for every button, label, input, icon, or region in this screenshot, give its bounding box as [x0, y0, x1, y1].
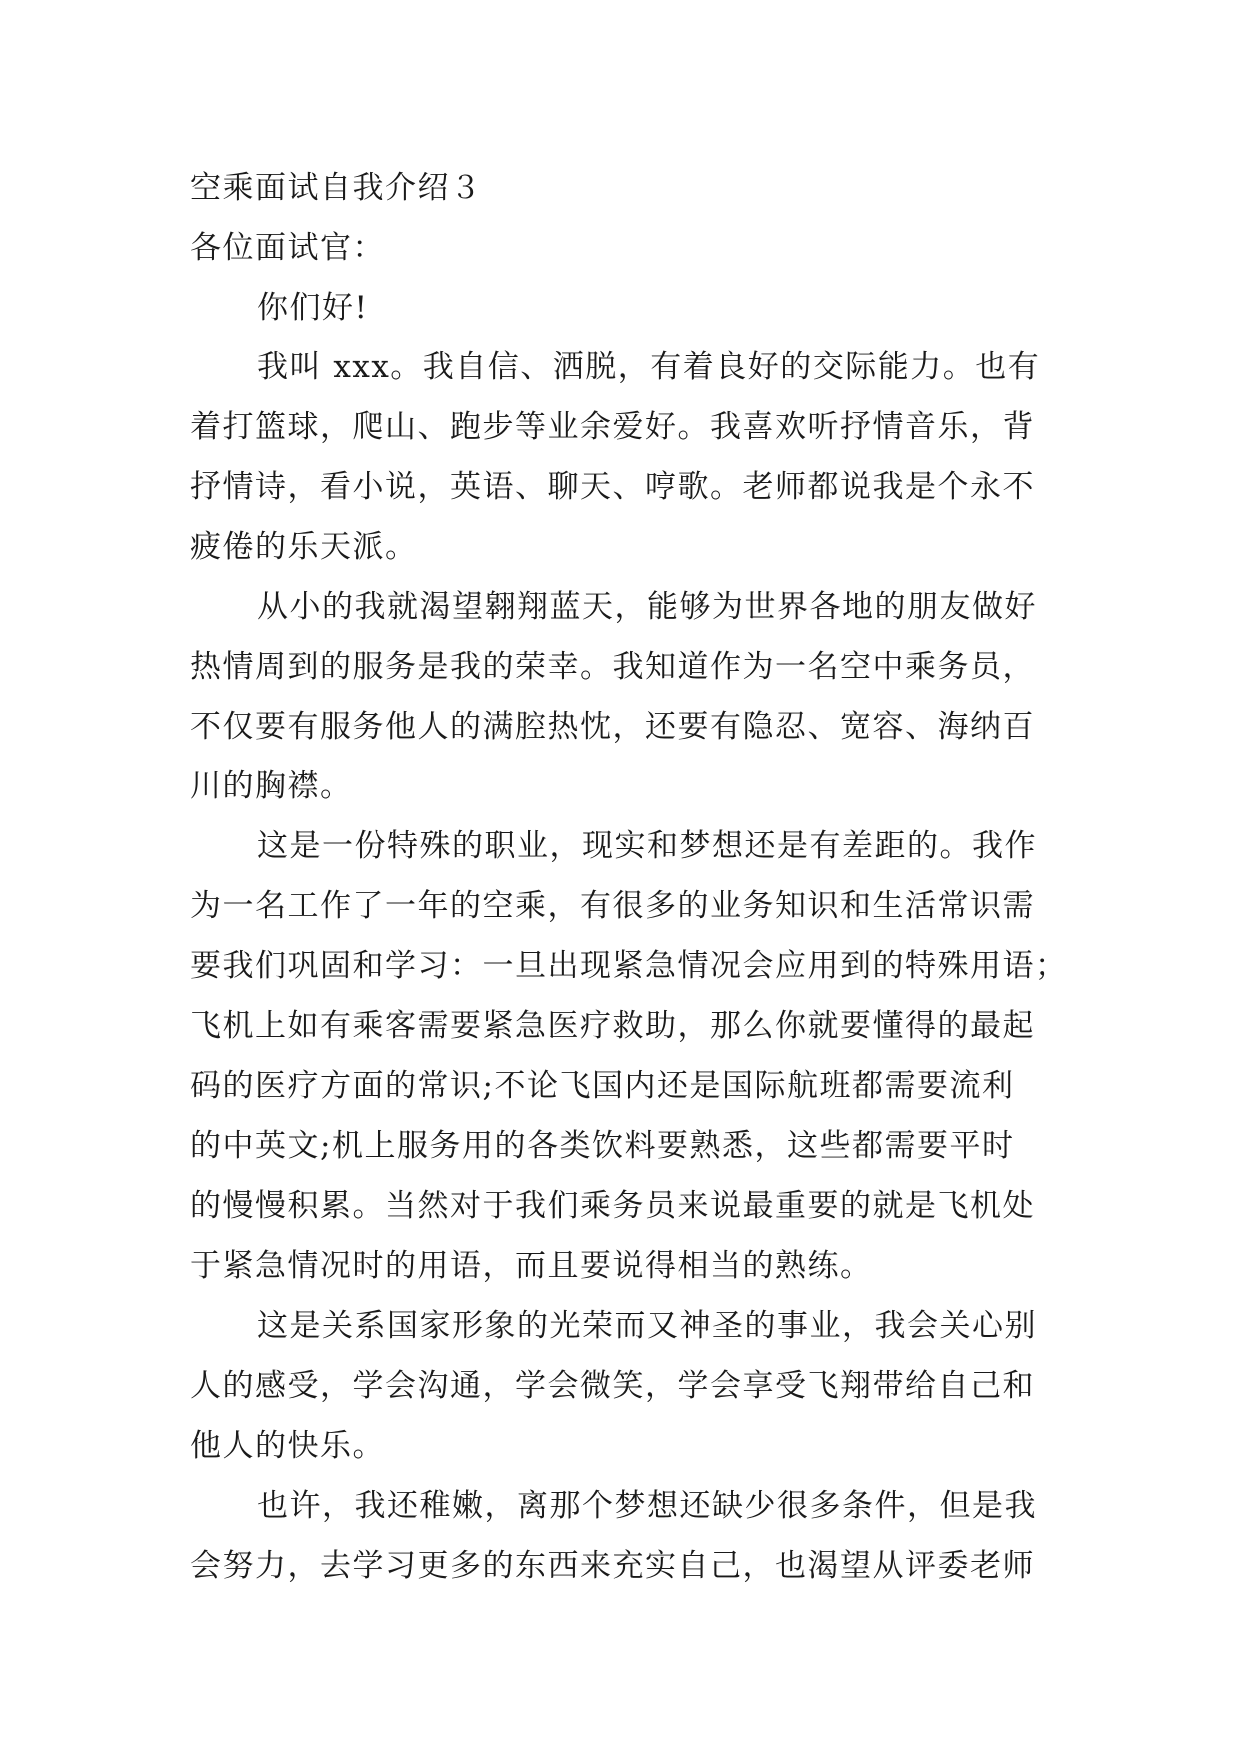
salutation: 各位面试官： [190, 230, 385, 266]
paragraph-line: 也许，我还稚嫩，离那个梦想还缺少很多条件，但是我 [257, 1488, 1037, 1524]
paragraph-line: 抒情诗，看小说，英语、聊天、哼歌。老师都说我是个永不 [190, 469, 1035, 505]
paragraph-line: 这是一份特殊的职业，现实和梦想还是有差距的。我作 [257, 828, 1037, 864]
document-title: 空乘面试自我介绍３ [190, 170, 483, 206]
paragraph-line: 于紧急情况时的用语，而且要说得相当的熟练。 [190, 1248, 873, 1284]
paragraph-line: 不仅要有服务他人的满腔热忱，还要有隐忍、宽容、海纳百 [190, 709, 1035, 745]
paragraph-line: 疲倦的乐天派。 [190, 529, 418, 565]
paragraph-line: 他人的快乐。 [190, 1428, 385, 1464]
paragraph-line: 为一名工作了一年的空乘，有很多的业务知识和生活常识需 [190, 888, 1035, 924]
paragraph-line: 川的胸襟。 [190, 768, 353, 804]
paragraph-line: 我叫 xxx。我自信、洒脱，有着良好的交际能力。也有 [257, 349, 1041, 385]
paragraph-line: 从小的我就渴望翱翔蓝天，能够为世界各地的朋友做好 [257, 589, 1037, 625]
paragraph-line: 码的医疗方面的常识;不论飞国内还是国际航班都需要流利 [190, 1068, 1015, 1104]
paragraph-line: 的中英文;机上服务用的各类饮料要熟悉，这些都需要平时 [190, 1128, 1015, 1164]
paragraph-line: 会努力，去学习更多的东西来充实自己，也渴望从评委老师 [190, 1548, 1035, 1584]
paragraph-line: 的慢慢积累。当然对于我们乘务员来说最重要的就是飞机处 [190, 1188, 1035, 1224]
greeting-line: 你们好! [257, 290, 369, 326]
paragraph-line: 这是关系国家形象的光荣而又神圣的事业，我会关心别 [257, 1308, 1037, 1344]
paragraph-line: 要我们巩固和学习：一旦出现紧急情况会应用到的特殊用语； [190, 948, 1068, 984]
paragraph-line: 热情周到的服务是我的荣幸。我知道作为一名空中乘务员， [190, 649, 1035, 685]
paragraph-line: 人的感受，学会沟通，学会微笑，学会享受飞翔带给自己和 [190, 1368, 1035, 1404]
paragraph-line: 飞机上如有乘客需要紧急医疗救助，那么你就要懂得的最起 [190, 1008, 1035, 1044]
paragraph-line: 着打篮球，爬山、跑步等业余爱好。我喜欢听抒情音乐，背 [190, 409, 1035, 445]
